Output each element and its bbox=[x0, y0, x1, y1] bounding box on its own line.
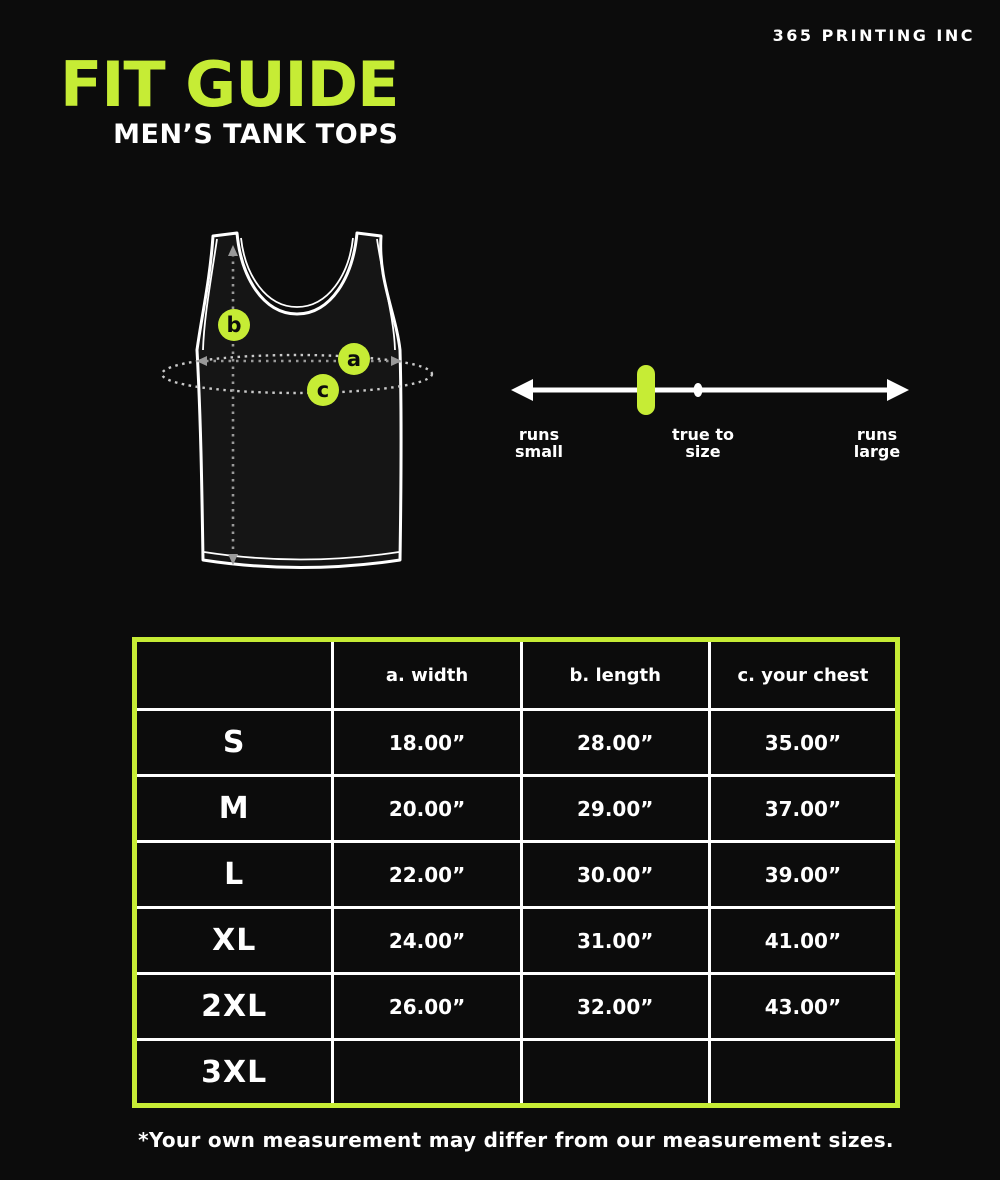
table-row bbox=[135, 710, 898, 776]
length-value: 30.00” bbox=[521, 842, 709, 908]
measurement-marker-c bbox=[307, 374, 339, 406]
chest-value: 41.00” bbox=[709, 908, 897, 974]
chest-value: 39.00” bbox=[709, 842, 897, 908]
size-label: 3XL bbox=[135, 1040, 333, 1106]
measurement-marker-a bbox=[338, 343, 370, 375]
tank-top-diagram bbox=[150, 222, 450, 597]
chest-value: 35.00” bbox=[709, 710, 897, 776]
svg-text:c: c bbox=[316, 378, 330, 402]
chest-value bbox=[709, 1040, 897, 1106]
size-label: XL bbox=[135, 908, 333, 974]
table-row bbox=[135, 776, 898, 842]
table-row bbox=[135, 908, 898, 974]
svg-text:b: b bbox=[226, 313, 242, 337]
scale-label-true-to-size: true to size bbox=[672, 425, 734, 462]
table-header-row bbox=[135, 640, 898, 710]
scale-arrow-left-icon bbox=[511, 379, 533, 401]
width-value: 18.00” bbox=[333, 710, 521, 776]
size-label: S bbox=[135, 710, 333, 776]
page-subtitle: MEN’S TANK TOPS bbox=[113, 119, 399, 151]
length-value: 28.00” bbox=[521, 710, 709, 776]
chest-value: 43.00” bbox=[709, 974, 897, 1040]
fit-indicator bbox=[637, 365, 655, 415]
table-row bbox=[135, 842, 898, 908]
scale-arrow-right-icon bbox=[887, 379, 909, 401]
title-block bbox=[60, 48, 399, 151]
width-value: 24.00” bbox=[333, 908, 521, 974]
length-value bbox=[521, 1040, 709, 1106]
header-chest: c. your chest bbox=[709, 640, 897, 710]
header-length: b. length bbox=[521, 640, 709, 710]
fit-scale bbox=[505, 352, 915, 482]
page-title: FIT GUIDE bbox=[60, 48, 399, 121]
width-value: 26.00” bbox=[333, 974, 521, 1040]
size-label: L bbox=[135, 842, 333, 908]
width-value: 22.00” bbox=[333, 842, 521, 908]
footnote: *Your own measurement may differ from our measurement sizes. bbox=[138, 1128, 894, 1152]
length-value: 31.00” bbox=[521, 908, 709, 974]
scale-label-runs-small: runs small bbox=[515, 425, 563, 462]
table-row bbox=[135, 1040, 898, 1106]
width-value: 20.00” bbox=[333, 776, 521, 842]
size-label: 2XL bbox=[135, 974, 333, 1040]
length-value: 32.00” bbox=[521, 974, 709, 1040]
measurement-marker-b bbox=[218, 309, 250, 341]
center-tick-icon bbox=[694, 383, 703, 397]
svg-text:a: a bbox=[346, 347, 362, 371]
header-width: a. width bbox=[333, 640, 521, 710]
chest-value: 37.00” bbox=[709, 776, 897, 842]
size-table-section bbox=[132, 637, 900, 1152]
size-table bbox=[132, 637, 900, 1108]
fit-scale-arrow bbox=[505, 352, 915, 422]
tank-outline bbox=[197, 233, 401, 568]
size-label: M bbox=[135, 776, 333, 842]
table-row bbox=[135, 974, 898, 1040]
length-value: 29.00” bbox=[521, 776, 709, 842]
scale-label-runs-large: runs large bbox=[853, 425, 901, 462]
brand-name: 365 PRINTING INC bbox=[772, 26, 975, 45]
header-empty bbox=[135, 640, 333, 710]
width-value bbox=[333, 1040, 521, 1106]
